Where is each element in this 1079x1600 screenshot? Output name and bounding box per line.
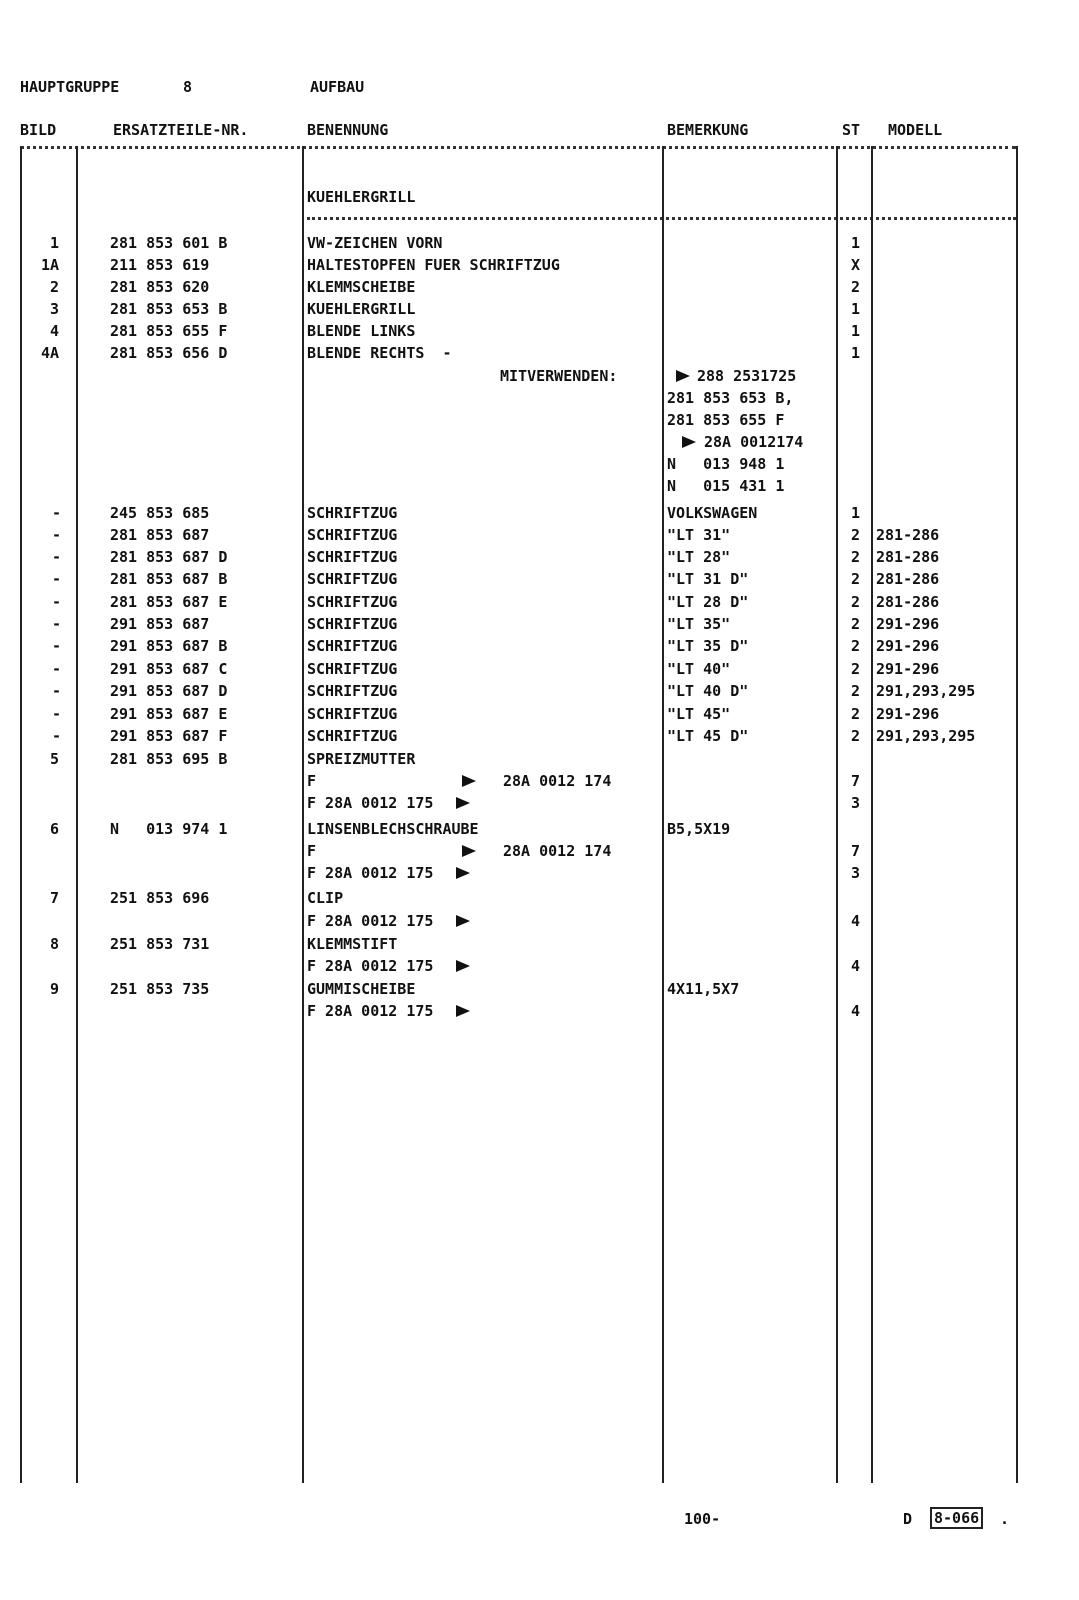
row-qty: 3 <box>851 864 861 882</box>
row-remark: "LT 28 D" <box>667 593 749 611</box>
row-bild: - <box>52 660 62 678</box>
row-name: KLEMMSCHEIBE <box>307 278 416 296</box>
row-name: SCHRIFTZUG <box>307 593 398 611</box>
row-bild: - <box>52 637 62 655</box>
row-name: SCHRIFTZUG <box>307 548 398 566</box>
row-model: 291-296 <box>876 615 940 633</box>
row-part: 211 853 619 <box>110 256 210 274</box>
row-qty: 3 <box>851 794 861 812</box>
row-name: F 28A 0012 175 <box>307 794 434 812</box>
row-bild: - <box>52 504 62 522</box>
column-line <box>836 146 838 778</box>
row-name: KUEHLERGRILL <box>307 300 416 318</box>
page-number: 100- <box>684 1510 721 1528</box>
row-bild: - <box>52 548 62 566</box>
row-remark: "LT 35" <box>667 615 731 633</box>
group-label: HAUPTGRUPPE <box>20 78 120 96</box>
row-model: 291-296 <box>876 705 940 723</box>
row-model: 281-286 <box>876 593 940 611</box>
col-header-qty: ST <box>842 121 861 139</box>
row-qty: 1 <box>851 322 861 340</box>
row-name: F <box>307 772 317 790</box>
column-line <box>302 146 304 778</box>
row-qty: 1 <box>851 300 861 318</box>
header-separator <box>20 146 1016 149</box>
row-part: 281 853 601 B <box>110 234 228 252</box>
row-part: 291 853 687 B <box>110 637 228 655</box>
reference-number: 28A 0012 174 <box>503 772 612 790</box>
column-line <box>20 146 22 778</box>
row-qty: 1 <box>851 344 861 362</box>
arrow-icon <box>456 1002 470 1020</box>
row-name: SCHRIFTZUG <box>307 727 398 745</box>
row-model: 291,293,295 <box>876 682 976 700</box>
row-remark: 4X11,5X7 <box>667 980 740 998</box>
row-part: 245 853 685 <box>110 504 210 522</box>
column-line <box>871 146 873 778</box>
row-name: SCHRIFTZUG <box>307 705 398 723</box>
row-bild: 3 <box>50 300 60 318</box>
row-name: SCHRIFTZUG <box>307 570 398 588</box>
row-remark: 288 2531725 <box>697 367 797 385</box>
row-qty: 2 <box>851 615 861 633</box>
arrow-icon <box>462 772 476 790</box>
footer-prefix: D <box>903 1510 913 1528</box>
row-remark: N 013 948 1 <box>667 455 785 473</box>
row-name: SCHRIFTZUG <box>307 526 398 544</box>
row-name: SCHRIFTZUG <box>307 637 398 655</box>
row-bild: 6 <box>50 820 60 838</box>
column-line <box>662 146 664 778</box>
group-number: 8 <box>183 78 193 96</box>
row-qty: 7 <box>851 772 861 790</box>
row-bild: - <box>52 526 62 544</box>
row-qty: 2 <box>851 637 861 655</box>
row-name: HALTESTOPFEN FUER SCHRIFTZUG <box>307 256 560 274</box>
column-line <box>1016 778 1018 1483</box>
sheet-number: 8-066 <box>930 1507 983 1529</box>
row-qty: 2 <box>851 526 861 544</box>
row-qty: 2 <box>851 727 861 745</box>
row-part: 251 853 696 <box>110 889 210 907</box>
row-remark: N 015 431 1 <box>667 477 785 495</box>
row-name: F 28A 0012 175 <box>307 1002 434 1020</box>
row-remark: "LT 35 D" <box>667 637 749 655</box>
group-title: AUFBAU <box>310 78 365 96</box>
row-bild: 9 <box>50 980 60 998</box>
row-remark: "LT 31 D" <box>667 570 749 588</box>
row-model: 281-286 <box>876 570 940 588</box>
row-bild: 5 <box>50 750 60 768</box>
row-remark: 28A 0012174 <box>704 433 804 451</box>
column-line <box>302 778 304 1483</box>
row-name: VW-ZEICHEN VORN <box>307 234 443 252</box>
row-bild: - <box>52 727 62 745</box>
row-part: 251 853 731 <box>110 935 210 953</box>
row-model: 281-286 <box>876 548 940 566</box>
row-qty: 1 <box>851 504 861 522</box>
arrow-icon <box>456 794 470 812</box>
column-line <box>662 778 664 1483</box>
row-name: CLIP <box>307 889 344 907</box>
row-bild: 2 <box>50 278 60 296</box>
row-name: SCHRIFTZUG <box>307 615 398 633</box>
column-line <box>76 778 78 1483</box>
row-part: 281 853 687 B <box>110 570 228 588</box>
row-qty: 2 <box>851 278 861 296</box>
row-bild: 1 <box>50 234 60 252</box>
row-bild: 8 <box>50 935 60 953</box>
row-name: SCHRIFTZUG <box>307 682 398 700</box>
row-name: F 28A 0012 175 <box>307 864 434 882</box>
row-remark: B5,5X19 <box>667 820 731 838</box>
row-qty: 2 <box>851 548 861 566</box>
column-line <box>871 778 873 1483</box>
row-part: 281 853 687 D <box>110 548 228 566</box>
row-bild: - <box>52 570 62 588</box>
row-part: 281 853 656 D <box>110 344 228 362</box>
row-qty: 2 <box>851 593 861 611</box>
row-remark: "LT 31" <box>667 526 731 544</box>
row-remark: "LT 45 D" <box>667 727 749 745</box>
row-qty: 2 <box>851 705 861 723</box>
row-name: F 28A 0012 175 <box>307 957 434 975</box>
row-part: 281 853 653 B <box>110 300 228 318</box>
row-name: GUMMISCHEIBE <box>307 980 416 998</box>
row-part: 281 853 655 F <box>110 322 228 340</box>
arrow-icon <box>676 367 690 385</box>
section-title: KUEHLERGRILL <box>307 188 416 206</box>
row-remark: "LT 40" <box>667 660 731 678</box>
row-name: F 28A 0012 175 <box>307 912 434 930</box>
arrow-icon <box>682 433 696 451</box>
row-qty: 2 <box>851 570 861 588</box>
column-line <box>836 778 838 1483</box>
row-qty: 7 <box>851 842 861 860</box>
row-name: BLENDE LINKS <box>307 322 416 340</box>
row-model: 291-296 <box>876 660 940 678</box>
arrow-icon <box>456 864 470 882</box>
row-part: 291 853 687 D <box>110 682 228 700</box>
col-header-name: BENENNUNG <box>307 121 389 139</box>
row-remark: 281 853 655 F <box>667 411 785 429</box>
row-part: 291 853 687 <box>110 615 210 633</box>
row-part: 291 853 687 F <box>110 727 228 745</box>
row-name: KLEMMSTIFT <box>307 935 398 953</box>
arrow-icon <box>462 842 476 860</box>
row-model: 291,293,295 <box>876 727 976 745</box>
row-bild: 4A <box>41 344 60 362</box>
reference-number: 28A 0012 174 <box>503 842 612 860</box>
row-bild: 4 <box>50 322 60 340</box>
row-part: 281 853 687 E <box>110 593 228 611</box>
row-part: 281 853 687 <box>110 526 210 544</box>
row-part: 281 853 620 <box>110 278 210 296</box>
mitverwenden-label: MITVERWENDEN: <box>500 367 618 385</box>
row-name: SCHRIFTZUG <box>307 504 398 522</box>
row-qty: X <box>851 256 861 274</box>
column-line <box>1016 146 1018 778</box>
row-name: LINSENBLECHSCHRAUBE <box>307 820 479 838</box>
col-header-model: MODELL <box>888 121 943 139</box>
row-qty: 2 <box>851 660 861 678</box>
row-qty: 4 <box>851 912 861 930</box>
row-bild: - <box>52 682 62 700</box>
row-part: 281 853 695 B <box>110 750 228 768</box>
row-bild: - <box>52 593 62 611</box>
col-header-part-no: ERSATZTEILE-NR. <box>113 121 249 139</box>
row-qty: 4 <box>851 1002 861 1020</box>
column-line <box>76 146 78 778</box>
row-part: 291 853 687 E <box>110 705 228 723</box>
row-name: SPREIZMUTTER <box>307 750 416 768</box>
row-qty: 4 <box>851 957 861 975</box>
row-bild: - <box>52 705 62 723</box>
row-bild: - <box>52 615 62 633</box>
col-header-bild: BILD <box>20 121 57 139</box>
row-bild: 7 <box>50 889 60 907</box>
arrow-icon <box>456 912 470 930</box>
row-model: 281-286 <box>876 526 940 544</box>
row-remark: "LT 45" <box>667 705 731 723</box>
row-part: 291 853 687 C <box>110 660 228 678</box>
row-model: 291-296 <box>876 637 940 655</box>
row-remark: "LT 28" <box>667 548 731 566</box>
row-qty: 2 <box>851 682 861 700</box>
row-remark: "LT 40 D" <box>667 682 749 700</box>
row-name: BLENDE RECHTS - <box>307 344 452 362</box>
row-qty: 1 <box>851 234 861 252</box>
row-part: N 013 974 1 <box>110 820 228 838</box>
row-remark: 281 853 653 B, <box>667 389 794 407</box>
column-line <box>20 778 22 1483</box>
row-bild: 1A <box>41 256 60 274</box>
col-header-remark: BEMERKUNG <box>667 121 749 139</box>
row-name: SCHRIFTZUG <box>307 660 398 678</box>
row-remark: VOLKSWAGEN <box>667 504 758 522</box>
row-part: 251 853 735 <box>110 980 210 998</box>
arrow-icon <box>456 957 470 975</box>
footer-dot: . <box>1000 1510 1010 1528</box>
row-name: F <box>307 842 317 860</box>
